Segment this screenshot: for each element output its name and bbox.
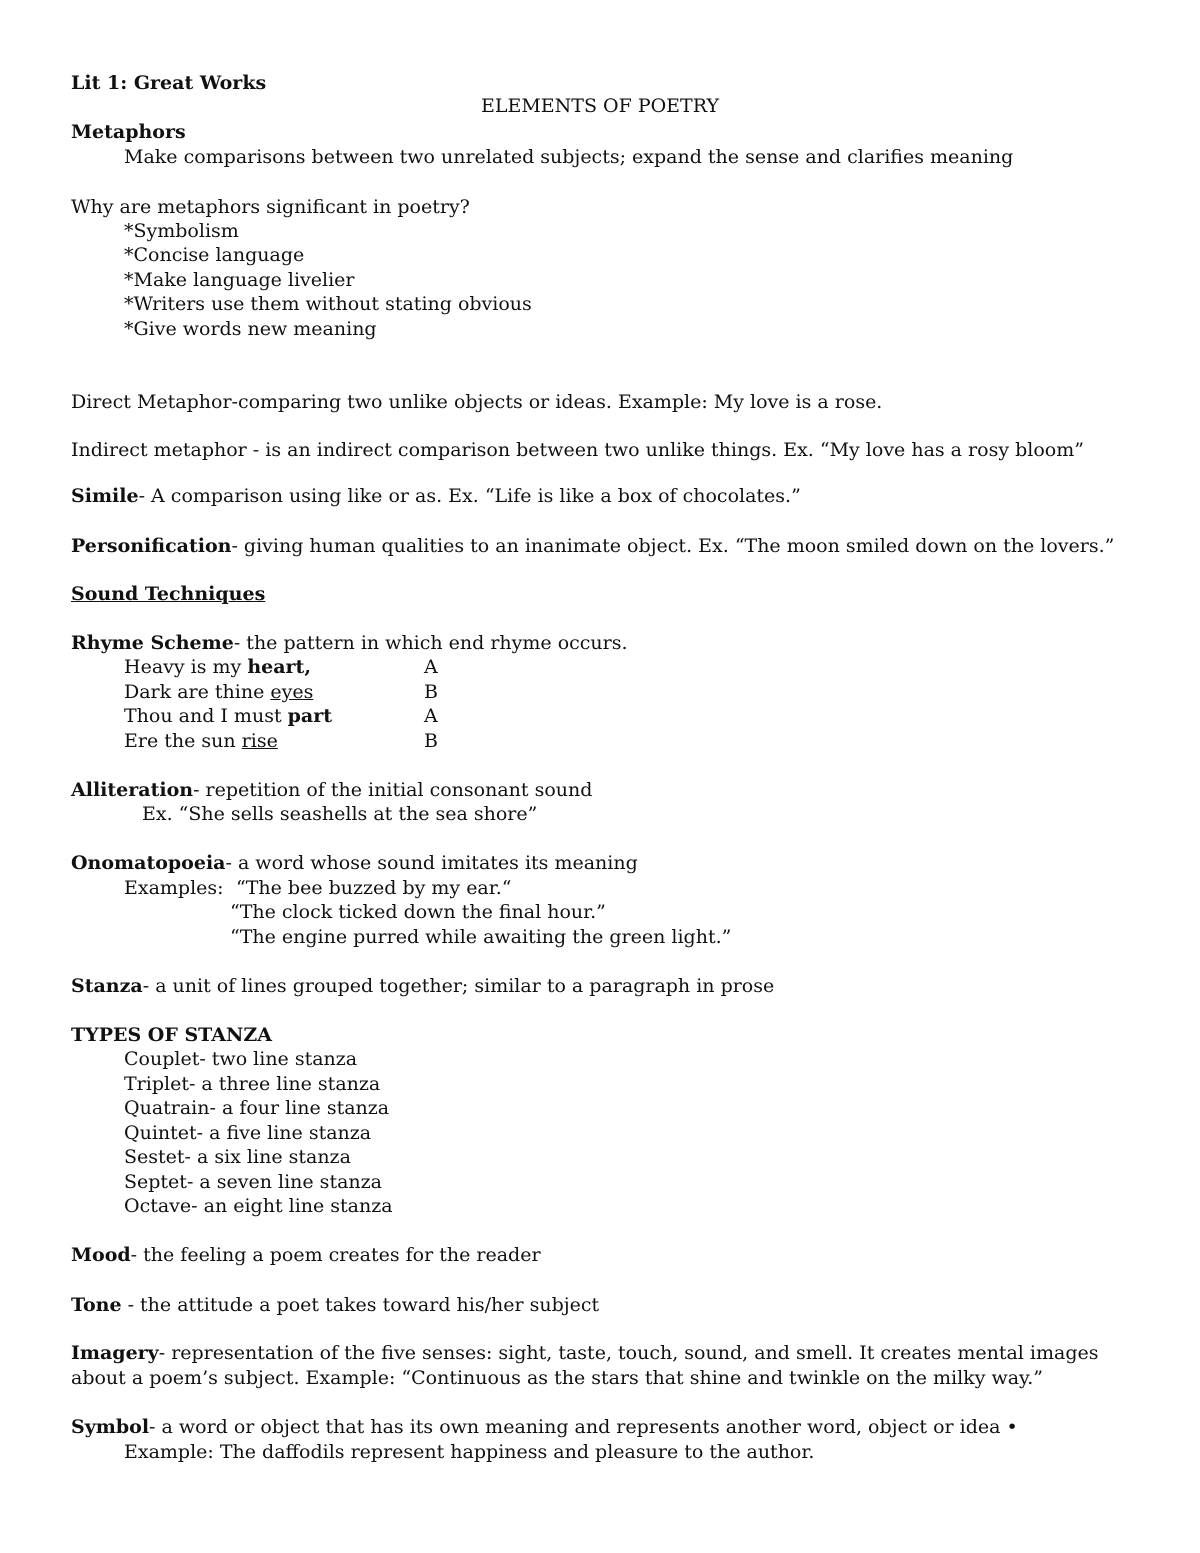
indirect-metaphor: Indirect metaphor - is an indirect comparison between two unlike things. Ex. “My love has a rosy bloom” bbox=[71, 439, 1084, 461]
rhyme-scheme-text: - the pattern in which end rhyme occurs. bbox=[233, 632, 628, 654]
stanza-type-item: Sestet- a six line stanza bbox=[124, 1146, 351, 1168]
rhyme-word: rise bbox=[241, 730, 278, 752]
stanza-type-item: Quintet- a five line stanza bbox=[124, 1122, 372, 1144]
mood-entry bbox=[71, 1243, 541, 1267]
rhyme-line-text: Thou and I must bbox=[124, 705, 288, 727]
alliteration-example: Ex. “She sells seashells at the sea shore” bbox=[142, 803, 538, 825]
rhyme-line bbox=[124, 729, 278, 753]
rhyme-letter: B bbox=[424, 730, 438, 752]
metaphors-definition: Make comparisons between two unrelated subjects; expand the sense and clarifies meaning bbox=[124, 146, 1014, 168]
simile-term: Simile bbox=[71, 485, 139, 507]
symbol-term: Symbol bbox=[71, 1416, 150, 1438]
metaphors-heading: Metaphors bbox=[71, 121, 186, 143]
rhyme-word: part bbox=[287, 705, 333, 727]
stanza-type-item: Octave- an eight line stanza bbox=[124, 1195, 393, 1217]
alliteration-term: Alliteration bbox=[71, 779, 194, 801]
simile-text: - A comparison using like or as. Ex. “Life is like a box of chocolates.” bbox=[138, 485, 801, 507]
rhyme-letter: A bbox=[424, 705, 438, 727]
personification-entry bbox=[71, 534, 1114, 558]
rhyme-word: heart, bbox=[247, 656, 311, 678]
stanza-text: - a unit of lines grouped together; similar to a paragraph in prose bbox=[142, 975, 775, 997]
examples-label: Examples: bbox=[124, 877, 224, 899]
reason-item: *Make language livelier bbox=[124, 269, 355, 291]
onomatopoeia-term: Onomatopoeia bbox=[71, 852, 226, 874]
personification-text: - giving human qualities to an inanimate object. Ex. “The moon smiled down on the lovers.” bbox=[231, 535, 1115, 557]
rhyme-line bbox=[124, 704, 332, 728]
rhyme-line-text: Dark are thine bbox=[124, 681, 271, 703]
rhyme-letter: A bbox=[424, 656, 438, 678]
metaphors-question: Why are metaphors significant in poetry? bbox=[71, 196, 470, 218]
rhyme-line bbox=[124, 655, 311, 679]
stanza-type-item: Septet- a seven line stanza bbox=[124, 1171, 382, 1193]
imagery-text-continued: about a poem’s subject. Example: “Continuous as the stars that shine and twinkle on the milky way.” bbox=[71, 1367, 1044, 1389]
imagery-entry bbox=[71, 1341, 1099, 1365]
alliteration-text: - repetition of the initial consonant sound bbox=[193, 779, 593, 801]
onomatopoeia-entry bbox=[71, 851, 638, 875]
stanza-entry bbox=[71, 974, 774, 998]
rhyme-line-text: Ere the sun bbox=[124, 730, 242, 752]
sound-techniques-heading: Sound Techniques bbox=[71, 583, 266, 605]
imagery-term: Imagery bbox=[71, 1342, 159, 1364]
direct-metaphor: Direct Metaphor-comparing two unlike objects or ideas. Example: My love is a rose. bbox=[71, 391, 883, 413]
onomatopoeia-example: “The engine purred while awaiting the green light.” bbox=[230, 926, 732, 948]
personification-term: Personification bbox=[71, 535, 232, 557]
symbol-entry bbox=[71, 1415, 1018, 1439]
symbol-text: - a word or object that has its own meaning and represents another word, object or idea • bbox=[149, 1416, 1018, 1438]
rhyme-line bbox=[124, 680, 313, 704]
tone-entry bbox=[71, 1293, 599, 1317]
rhyme-line-text: Heavy is my bbox=[124, 656, 248, 678]
rhyme-letter: B bbox=[424, 681, 438, 703]
page-title: ELEMENTS OF POETRY bbox=[480, 95, 719, 117]
types-of-stanza-heading: TYPES OF STANZA bbox=[71, 1024, 273, 1046]
reason-item: *Symbolism bbox=[124, 220, 239, 242]
rhyme-scheme-term: Rhyme Scheme bbox=[71, 632, 234, 654]
reason-item: *Writers use them without stating obvious bbox=[124, 293, 532, 315]
course-title: Lit 1: Great Works bbox=[71, 72, 267, 94]
stanza-type-item: Triplet- a three line stanza bbox=[124, 1073, 381, 1095]
imagery-text: - representation of the five senses: sight, taste, touch, sound, and smell. It creates mental images bbox=[158, 1342, 1099, 1364]
symbol-example: Example: The daffodils represent happiness and pleasure to the author. bbox=[124, 1441, 815, 1463]
mood-term: Mood bbox=[71, 1244, 131, 1266]
onomatopoeia-example: “The bee buzzed by my ear.“ bbox=[236, 877, 512, 899]
tone-term: Tone bbox=[71, 1294, 122, 1316]
stanza-type-item: Couplet- two line stanza bbox=[124, 1048, 358, 1070]
mood-text: - the feeling a poem creates for the reader bbox=[130, 1244, 541, 1266]
rhyme-word: eyes bbox=[270, 681, 314, 703]
onomatopoeia-example: “The clock ticked down the final hour.” bbox=[230, 901, 606, 923]
reason-item: *Give words new meaning bbox=[124, 318, 377, 340]
onomatopoeia-text: - a word whose sound imitates its meaning bbox=[225, 852, 638, 874]
tone-text: - the attitude a poet takes toward his/her subject bbox=[121, 1294, 600, 1316]
stanza-type-item: Quatrain- a four line stanza bbox=[124, 1097, 390, 1119]
alliteration-entry bbox=[71, 778, 592, 802]
simile-entry bbox=[71, 484, 801, 508]
rhyme-scheme-entry bbox=[71, 631, 628, 655]
reason-item: *Concise language bbox=[124, 244, 305, 266]
stanza-term: Stanza bbox=[71, 975, 143, 997]
